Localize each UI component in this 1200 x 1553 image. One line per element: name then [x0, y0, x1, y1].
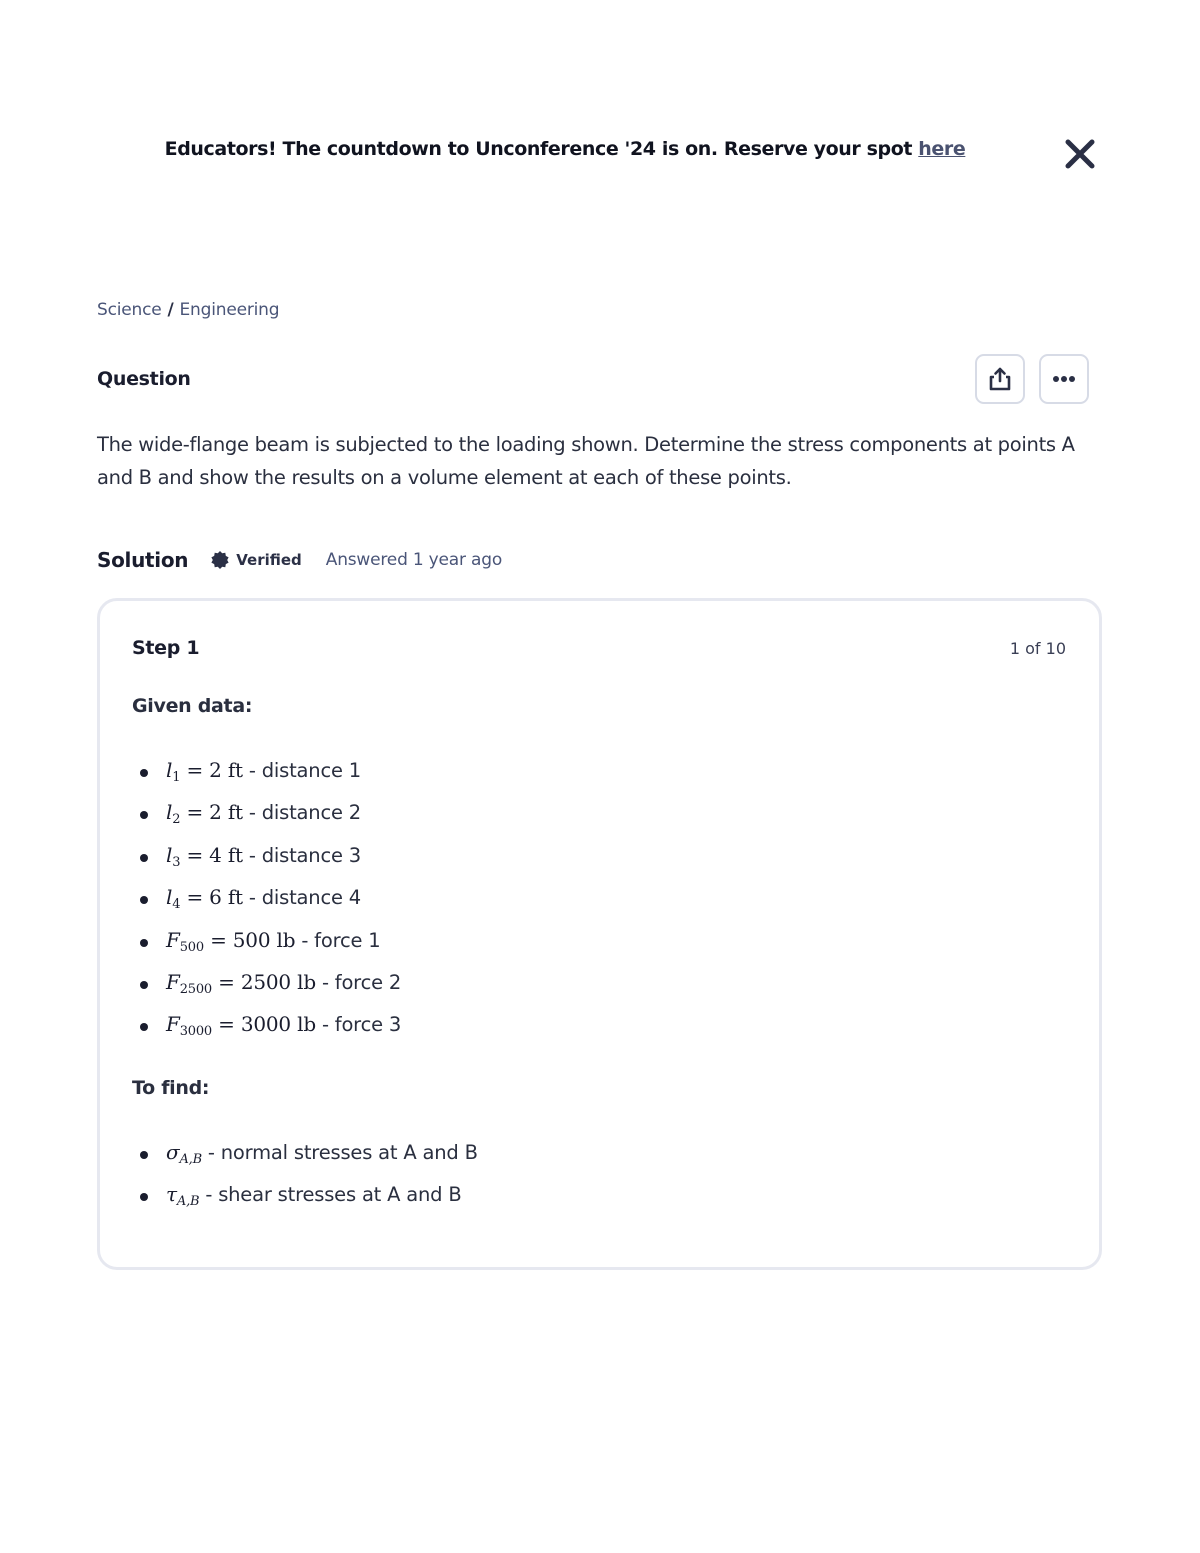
to-find-item [132, 1182, 478, 1224]
math-symbol: F [166, 969, 180, 994]
math-value: 3000 [240, 1012, 291, 1037]
to-find-heading: To find: [132, 1077, 210, 1099]
math-subscript: 4 [172, 897, 181, 913]
given-description: - force 1 [295, 928, 381, 952]
given-description: - distance 4 [242, 886, 361, 910]
verified-label: Verified [236, 551, 302, 569]
math-value: 6 [209, 885, 222, 910]
math-expression [166, 1182, 200, 1210]
given-data-item [132, 800, 401, 842]
math-subscript: A,B [176, 1194, 200, 1210]
breadcrumb [97, 300, 279, 320]
question-heading: Question [97, 368, 191, 390]
math-symbol: l [166, 758, 173, 782]
math-value: 2 [209, 800, 222, 825]
more-icon [1050, 365, 1078, 393]
math-expression: $l_1 = 2$ ft [166, 758, 243, 785]
given-description: - force 3 [315, 1013, 402, 1037]
step-counter: 1 of 10 [1009, 639, 1066, 658]
math-value: 2 [209, 758, 222, 782]
to-find-list [132, 1140, 478, 1225]
solution-heading: Solution [97, 548, 189, 572]
math-subscript: 2 [172, 812, 181, 828]
math-subscript: 500 [179, 939, 204, 955]
math-expression [166, 1140, 202, 1167]
math-unit: lb [297, 1012, 316, 1037]
answered-time: Answered 1 year ago [325, 550, 503, 570]
given-data-list [132, 758, 401, 1055]
to-find-item [132, 1140, 478, 1182]
math-value: 4 [209, 842, 222, 867]
math-unit: lb [297, 969, 316, 994]
math-symbol: F [166, 927, 180, 952]
given-data-heading: Given data: [132, 695, 253, 717]
verified-badge [210, 550, 302, 570]
math-unit: lb [276, 927, 296, 952]
math-unit: ft [227, 758, 243, 782]
math-subscript: 2500 [179, 981, 212, 997]
given-description: - force 2 [315, 970, 402, 994]
banner-link[interactable]: here [918, 138, 966, 160]
given-description: - distance 2 [242, 801, 361, 825]
breadcrumb-separator: / [167, 300, 174, 320]
math-value: 2500 [240, 969, 291, 994]
math-unit: ft [227, 800, 243, 825]
close-icon [1060, 134, 1100, 174]
math-symbol: l [166, 800, 173, 825]
find-description: - shear stresses at A and B [199, 1183, 462, 1207]
math-value: 500 [232, 927, 271, 952]
math-subscript: A,B [179, 1152, 202, 1167]
banner-text: Educators! The countdown to Unconference '24 is on. Reserve your spot [164, 138, 919, 160]
share-icon [986, 365, 1014, 393]
given-description: - distance 1 [242, 759, 361, 782]
math-symbol: l [166, 842, 173, 867]
given-data-item [132, 1012, 401, 1054]
math-expression: $F_{3000} = 3000$ lb [166, 1012, 316, 1040]
given-data-item [132, 758, 401, 800]
solution-header [97, 548, 502, 572]
announcement-banner [0, 138, 1130, 160]
math-symbol: τ [166, 1182, 177, 1207]
math-subscript: 3000 [179, 1024, 212, 1040]
given-data-item [132, 970, 401, 1012]
close-banner-button[interactable] [1060, 134, 1100, 174]
find-description: - normal stresses at A and B [201, 1141, 478, 1164]
breadcrumb-engineering[interactable]: Engineering [179, 300, 280, 320]
math-expression: $F_{2500} = 2500$ lb [166, 969, 316, 997]
math-subscript: 3 [172, 854, 181, 870]
more-options-button[interactable] [1039, 354, 1089, 404]
math-symbol: σ [166, 1140, 180, 1164]
given-data-item [132, 928, 401, 970]
math-expression: $F_{500} = 500$ lb [166, 927, 296, 955]
given-description: - distance 3 [242, 843, 361, 867]
math-expression: $l_3 = 4$ ft [166, 842, 243, 870]
math-unit: ft [227, 842, 243, 867]
math-expression: $l_4 = 6$ ft [166, 885, 243, 913]
math-unit: ft [227, 885, 243, 910]
math-symbol: F [166, 1012, 180, 1037]
solution-step-card [97, 598, 1102, 1270]
question-text: The wide-flange beam is subjected to the loading shown. Determine the stress components at points A and B and show the results on a volume element at each of these points. [97, 433, 1075, 489]
share-button[interactable] [975, 354, 1025, 404]
step-title: Step 1 [132, 637, 200, 659]
given-data-item [132, 885, 401, 927]
math-expression: $l_2 = 2$ ft [166, 800, 243, 828]
math-symbol: l [166, 885, 173, 910]
breadcrumb-science[interactable]: Science [97, 300, 162, 320]
math-subscript: 1 [172, 770, 181, 785]
given-data-item [132, 843, 401, 885]
verified-badge-icon [210, 550, 230, 570]
